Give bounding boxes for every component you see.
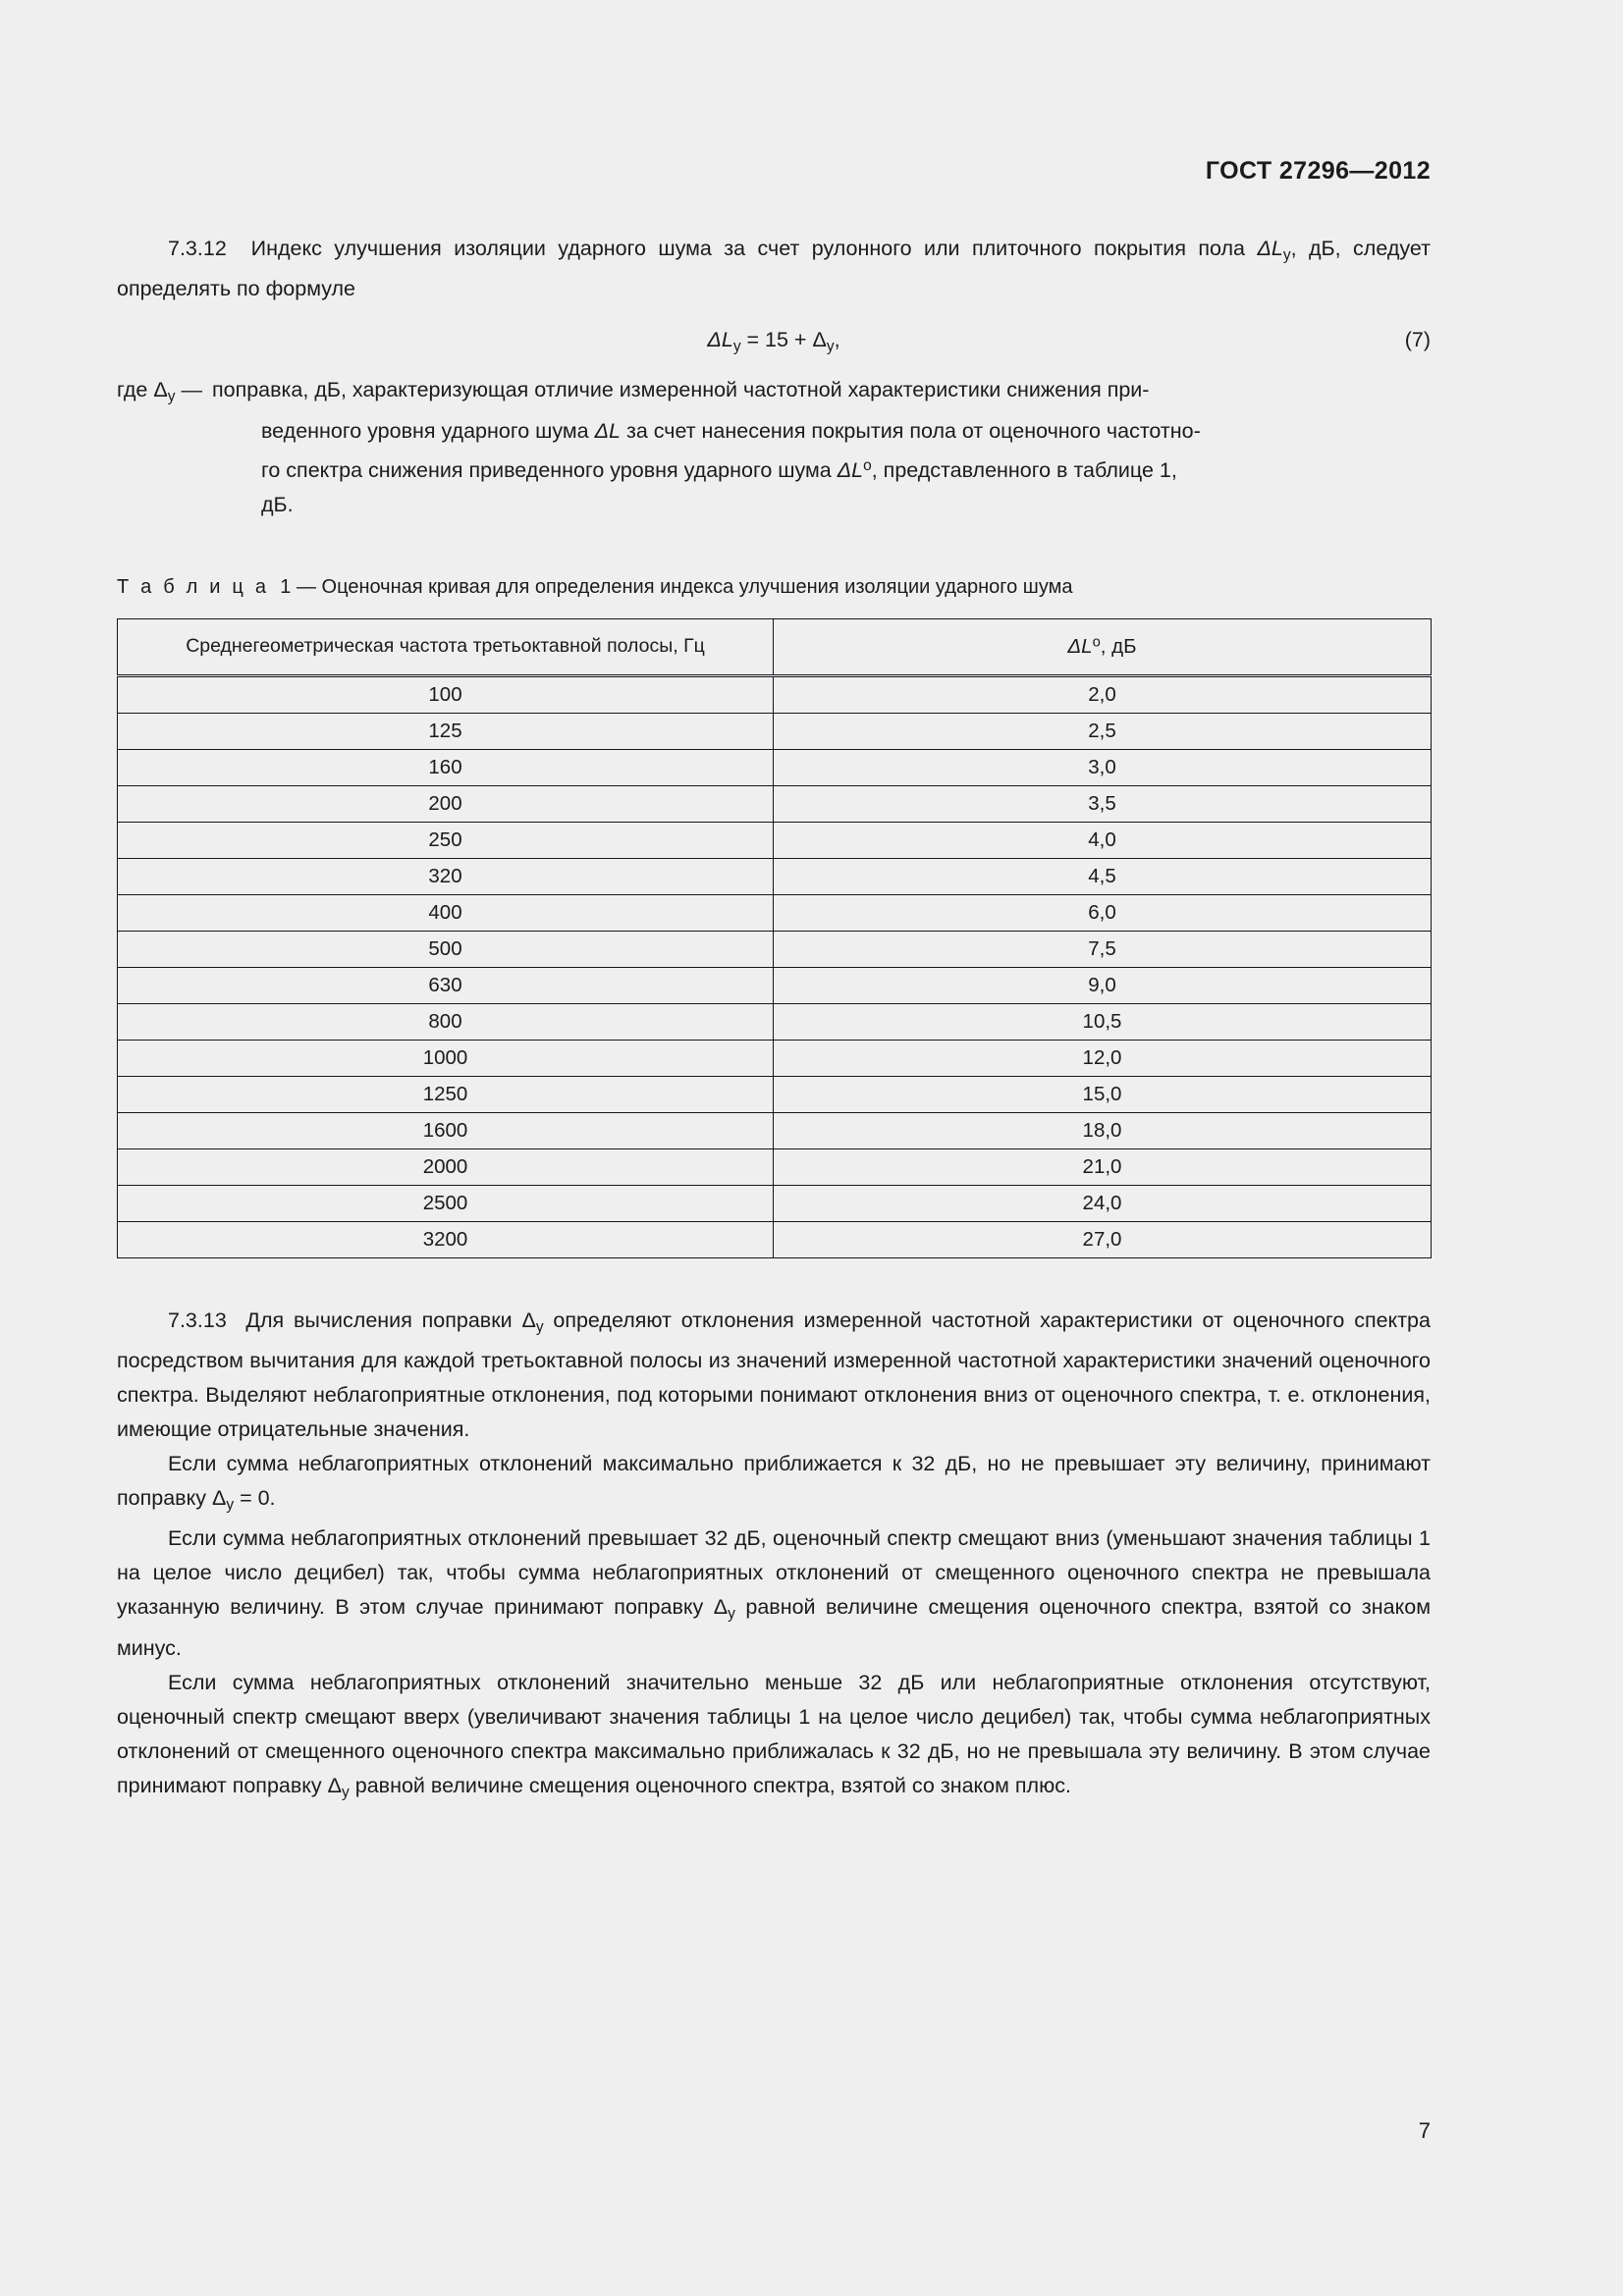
rule-above-32-symbol: [713, 1595, 735, 1623]
where-label: [117, 373, 212, 413]
table-row: [118, 822, 1432, 858]
paragraph-rule-equal-32: [117, 1447, 1431, 1522]
rule-equal-32-symbol: [211, 1485, 235, 1514]
clause-7-3-13-symbol-subscript: y: [535, 1317, 544, 1335]
table-row: [118, 713, 1432, 749]
rule-above-32-symbol-subscript: y: [728, 1605, 735, 1623]
where-line-3-b: , представленного в таблице 1,: [871, 457, 1177, 482]
formula-7-operator: = 15 +: [740, 328, 813, 352]
table-1-body: [118, 675, 1432, 1257]
table-caption-number: 1: [280, 575, 292, 598]
where-first-line: [117, 373, 1431, 413]
where-definition-line-2: [261, 414, 1431, 449]
table-cell-value: 2,5: [774, 713, 1432, 749]
table-1-header-symbol-superscript: о: [1092, 634, 1101, 651]
table-1-header-unit: , дБ: [1100, 634, 1137, 658]
table-1-header-frequency: Среднегеометрическая частота третьоктавной полосы, Гц: [118, 618, 774, 675]
table-1: [117, 618, 1432, 1258]
rule-below-32-symbol-base: Δ: [327, 1773, 343, 1797]
table-row: [118, 858, 1432, 894]
table-cell-value: 27,0: [774, 1221, 1432, 1257]
rule-equal-32-text-a: Если сумма неблагоприятных отклонений максимально приближается к 32 дБ, но не превышает эту величину, принимают поправку: [117, 1451, 1431, 1510]
rule-above-32-text-b: равной величине смещения оценочного спектра, взятой со знаком минус.: [117, 1595, 1431, 1660]
table-cell-frequency: 100: [118, 675, 774, 713]
table-1-caption: [117, 573, 1431, 601]
table-cell-value: 18,0: [774, 1112, 1432, 1148]
rule-below-32-symbol-subscript: y: [342, 1783, 350, 1800]
table-cell-value: 4,5: [774, 858, 1432, 894]
table-row: [118, 931, 1432, 967]
formula-7-delta-l: ΔL: [707, 328, 733, 352]
page-content: [117, 232, 1431, 1809]
table-caption-label: Т а б л и ц а: [117, 575, 270, 598]
paragraph-7-3-12: [117, 232, 1431, 306]
where-line-2-a: веденного уровня ударного шума: [261, 418, 589, 443]
paragraph-rule-above-32: [117, 1522, 1431, 1665]
clause-number-7-3-13: 7.3.13: [168, 1308, 227, 1332]
rule-below-32-symbol: [327, 1773, 350, 1800]
where-lead-word: где: [117, 378, 148, 402]
where-definition-block: [117, 373, 1431, 521]
table-cell-frequency: 200: [118, 785, 774, 822]
where-line-3-symbol-superscript: о: [863, 456, 872, 474]
table-row: [118, 1148, 1432, 1185]
table-1-head: [118, 618, 1432, 675]
table-cell-frequency: 400: [118, 894, 774, 931]
table-cell-value: 21,0: [774, 1148, 1432, 1185]
clause-number-7-3-12: 7.3.12: [168, 237, 227, 260]
formula-7-comma: ,: [834, 328, 840, 352]
symbol-delta-l-y-base: ΔL: [1257, 237, 1283, 260]
table-cell-frequency: 3200: [118, 1221, 774, 1257]
table-row: [118, 967, 1432, 1003]
section-7-3-13: [117, 1304, 1431, 1809]
paragraph-rule-below-32: [117, 1666, 1431, 1809]
table-row: [118, 1040, 1432, 1076]
table-cell-frequency: 800: [118, 1003, 774, 1040]
table-cell-value: 12,0: [774, 1040, 1432, 1076]
where-line-2-b: за счет нанесения покрытия пола от оценочного частотно-: [626, 418, 1201, 443]
formula-7-expression: [117, 320, 1431, 366]
table-row: [118, 785, 1432, 822]
table-cell-value: 3,0: [774, 749, 1432, 785]
page-number: 7: [1418, 2118, 1431, 2143]
table-row: [118, 1185, 1432, 1221]
rule-below-32-text-b: равной величине смещения оценочного спектра, взятой со знаком плюс.: [354, 1773, 1071, 1797]
rule-equal-32-symbol-subscript: y: [226, 1496, 235, 1514]
symbol-delta-l-y: [1257, 237, 1291, 264]
table-row: [118, 1112, 1432, 1148]
table-1-header-row: [118, 618, 1432, 675]
where-symbol-subscript: y: [167, 388, 176, 405]
table-cell-frequency: 500: [118, 931, 774, 967]
clause-7-3-13-text-b: определяют отклонения измеренной частотной характеристики от оценочного спектра посредством вычитания для каждой третьоктавной полосы из значений измеренной частотной характеристики значений оценочного спектра. Выделяют неблагоприятные отклонения, под которыми понимают отклонения вниз от оценочного спектра, т. е. отклонения, имеющие отрицательные значения.: [117, 1308, 1431, 1441]
table-cell-frequency: 320: [118, 858, 774, 894]
clause-7-3-13-symbol-base: Δ: [521, 1308, 536, 1332]
where-line-3-symbol-base: ΔL: [837, 457, 864, 482]
table-cell-value: 24,0: [774, 1185, 1432, 1221]
table-row: [118, 894, 1432, 931]
rule-below-32-text-a: Если сумма неблагоприятных отклонений значительно меньше 32 дБ или неблагоприятные отклонения отсутствуют, оценочный спектр смещают вверх (увеличивают значения таблицы 1 на целое число децибел) так, чтобы сумма неблагоприятных отклонений от смещенного оценочного спектра максимально приближалась к 32 дБ, но не превышала эту величину. В этом случае принимают поправку: [117, 1670, 1431, 1797]
rule-equal-32-text-b: = 0.: [240, 1485, 276, 1510]
table-cell-frequency: 1600: [118, 1112, 774, 1148]
table-cell-value: 7,5: [774, 931, 1432, 967]
formula-7-number: (7): [1404, 328, 1431, 352]
where-definition-line-4: дБ.: [261, 492, 294, 516]
table-row: [118, 1076, 1432, 1112]
table-cell-value: 15,0: [774, 1076, 1432, 1112]
table-cell-value: 6,0: [774, 894, 1432, 931]
formula-7-delta: Δ: [812, 328, 827, 352]
table-cell-frequency: 2500: [118, 1185, 774, 1221]
table-cell-frequency: 1250: [118, 1076, 774, 1112]
symbol-delta-l-y-subscript: y: [1282, 246, 1291, 264]
where-definition-line-3: [261, 449, 1431, 488]
table-cell-value: 10,5: [774, 1003, 1432, 1040]
rule-above-32-text-a: Если сумма неблагоприятных отклонений превышает 32 дБ, оценочный спектр смещают вниз (уменьшают значения таблицы 1 на целое число децибел) так, чтобы сумма неблагоприятных отклонений от смещенного оценочного спектра не превышала указанную величину. В этом случае принимают поправку: [117, 1526, 1431, 1620]
table-cell-frequency: 250: [118, 822, 774, 858]
formula-7-delta-l-sub: y: [732, 338, 741, 355]
clause-7-3-12-text-2: , дБ, следует определять по формуле: [117, 237, 1431, 301]
table-cell-frequency: 125: [118, 713, 774, 749]
where-line-2-symbol: ΔL: [594, 418, 622, 443]
table-row: [118, 675, 1432, 713]
table-1-header-value: [774, 618, 1432, 675]
formula-7-row: [117, 320, 1431, 359]
clause-7-3-13-text-a: Для вычисления поправки: [245, 1308, 513, 1332]
standard-number-header: ГОСТ 27296—2012: [1205, 157, 1431, 185]
table-row: [118, 749, 1432, 785]
table-cell-frequency: 2000: [118, 1148, 774, 1185]
clause-7-3-13-symbol-delta-y: [521, 1308, 544, 1335]
rule-equal-32-symbol-base: Δ: [211, 1485, 227, 1510]
clause-7-3-12-text-1: Индекс улучшения изоляции ударного шума за счет рулонного или плиточного покрытия пола: [250, 237, 1246, 260]
table-cell-frequency: 160: [118, 749, 774, 785]
table-row: [118, 1003, 1432, 1040]
where-symbol-delta-y: [153, 378, 176, 405]
table-cell-frequency: 630: [118, 967, 774, 1003]
table-cell-frequency: 1000: [118, 1040, 774, 1076]
table-cell-value: 9,0: [774, 967, 1432, 1003]
where-dash: —: [181, 378, 202, 402]
rule-above-32-symbol-base: Δ: [713, 1595, 729, 1620]
table-cell-value: 4,0: [774, 822, 1432, 858]
paragraph-7-3-13: [117, 1304, 1431, 1447]
table-cell-value: 3,5: [774, 785, 1432, 822]
table-caption-text: Оценочная кривая для определения индекса улучшения изоляции ударного шума: [321, 575, 1073, 598]
table-cell-value: 2,0: [774, 675, 1432, 713]
formula-7-delta-sub: y: [826, 338, 835, 355]
table-1-header-symbol: ΔL: [1067, 634, 1093, 658]
table-row: [118, 1221, 1432, 1257]
where-definition-line-1: поправка, дБ, характеризующая отличие измеренной частотной характеристики снижения при-: [211, 378, 1150, 402]
where-line-3-a: го спектра снижения приведенного уровня ударного шума: [261, 457, 832, 482]
where-line-3-symbol: [838, 458, 872, 482]
table-caption-dash: —: [296, 575, 316, 598]
where-symbol-base: Δ: [153, 378, 168, 402]
